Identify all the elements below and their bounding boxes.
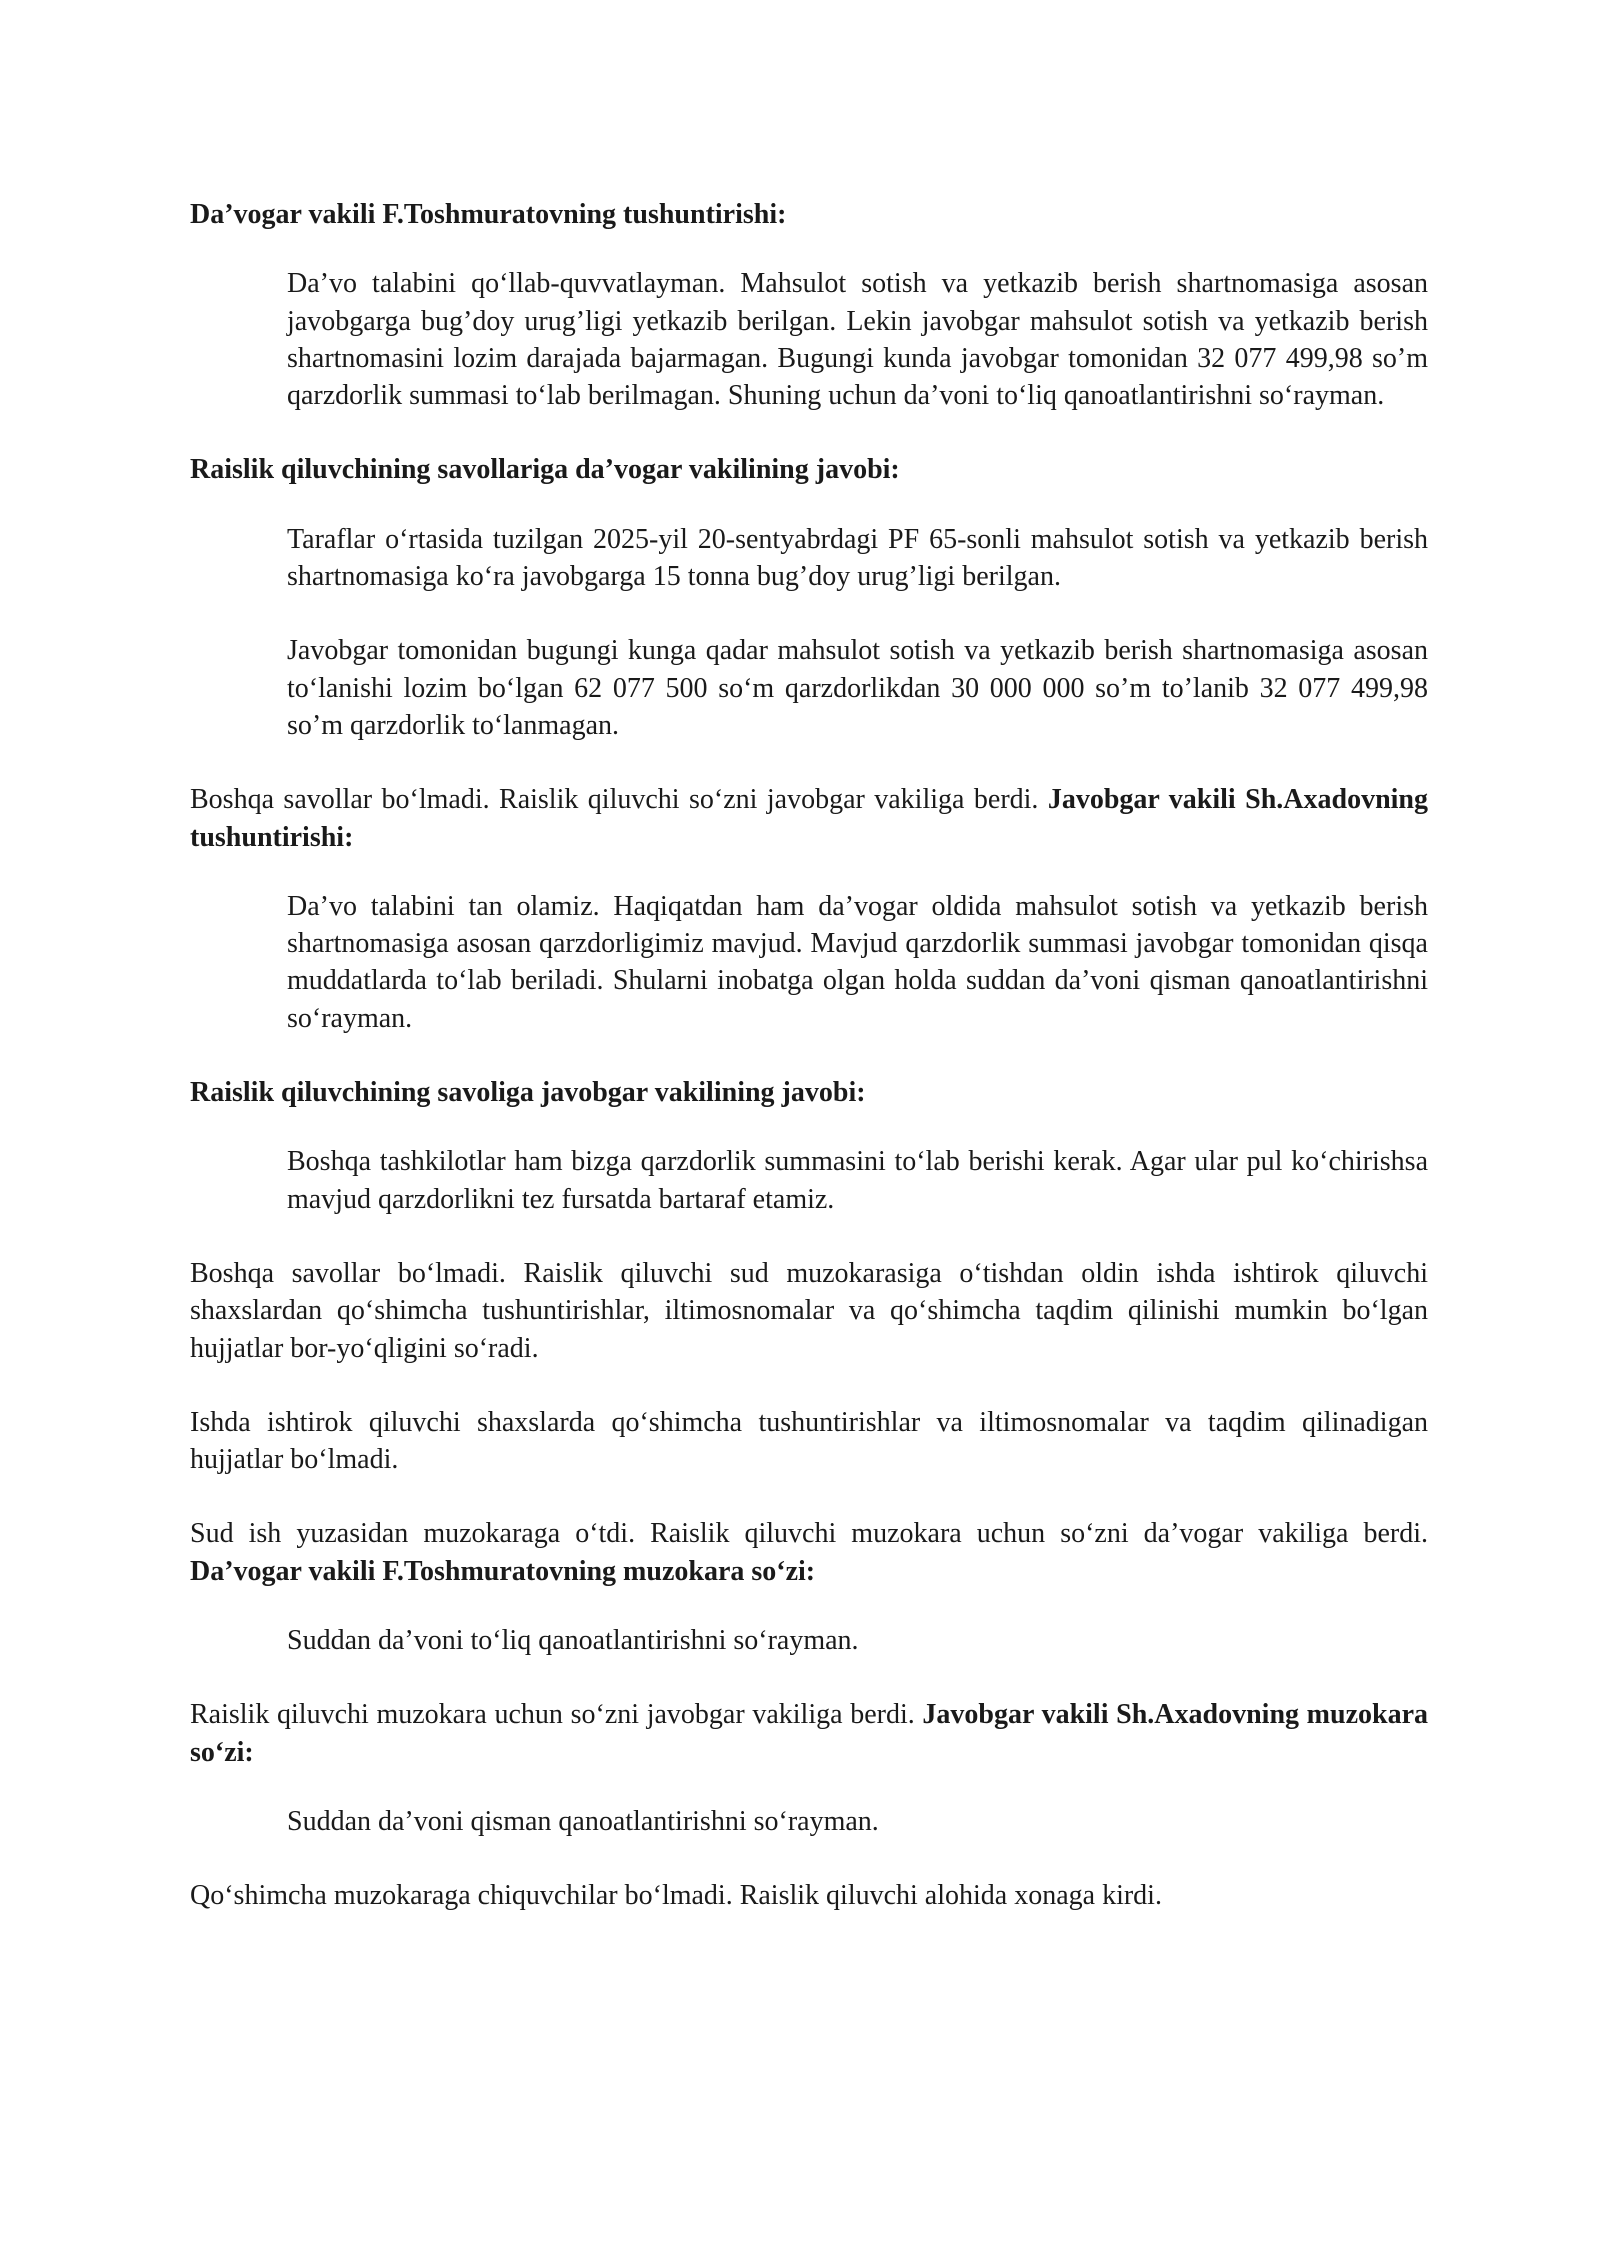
- plaintiff-answer-paragraph-2: Javobgar tomonidan bugungi kunga qadar mahsulot sotish va yetkazib berish shartnomasiga asosan to‘lanishi lozim bo‘lgan 62 077 500 so‘m qarzdorlikdan 30 000 000 so’m to’lanib 32 077 499,98 so’m qarzdorlik to‘lanmagan.: [287, 635, 1428, 741]
- heading-defendant-explanation: Javobgar vakili Sh.Axadovning tushuntirishi:: [190, 784, 1428, 853]
- closing-paragraph: Qo‘shimcha muzokaraga chiquvchilar bo‘lmadi. Raislik qiluvchi alohida xonaga kirdi.: [190, 1880, 1162, 1912]
- heading-defendant-answer: Raislik qiluvchining savoliga javobgar vakilining javobi:: [190, 1077, 866, 1109]
- plaintiff-answer-paragraph-1: Taraflar o‘rtasida tuzilgan 2025-yil 20-sentyabrdagi PF 65-sonli mahsulot sotish va yetkazib berish shartnomasiga ko‘ra javobgarga 15 tonna bug’doy urug’ligi berilgan.: [287, 523, 1428, 593]
- defendant-answer-paragraph: Boshqa tashkilotlar ham bizga qarzdorlik summasini to‘lab berishi kerak. Agar ular pul ko‘chirishsa mavjud qarzdorlikni tez fursatda bartaraf etamiz.: [287, 1146, 1428, 1215]
- pre-debate-paragraph: Boshqa savollar bo‘lmadi. Raislik qiluvchi sud muzokarasiga o‘tishdan oldin ishda ishtirok qiluvchi shaxslardan qo‘shimcha tushuntirishlar, iltimosnomalar va qo‘shimcha taqdim qilinishi mumkin bo‘lgan hujjatlar bor-yo‘qligini so‘radi.: [190, 1257, 1428, 1364]
- document-page: [190, 196, 1428, 1915]
- defendant-turn-text: Boshqa savollar bo‘lmadi. Raislik qiluvchi so‘zni javobgar vakiliga berdi.: [190, 784, 1048, 816]
- defendant-debate-turn-paragraph: [190, 1696, 1428, 1771]
- debate-start-text: Sud ish yuzasidan muzokaraga o‘tdi. Raislik qiluvchi muzokara uchun so‘zni da’vogar vakiliga berdi.: [190, 1518, 1428, 1550]
- heading-plaintiff-explanation: Da’vogar vakili F.Toshmuratovning tushuntirishi:: [190, 199, 787, 230]
- defendant-debate-turn-text: Raislik qiluvchi muzokara uchun so‘zni javobgar vakiliga berdi.: [190, 1699, 923, 1731]
- heading-defendant-debate: Javobgar vakili Sh.Axadovning muzokara so‘zi:: [190, 1699, 1429, 1768]
- defendant-explanation-paragraph: Da’vo talabini tan olamiz. Haqiqatdan ham da’vogar oldida mahsulot sotish va yetkazib berish shartnomasiga asosan qarzdorligimiz mavjud. Mavjud qarzdorlik summasi javobgar tomonidan qisqa muddatlarda to‘lab beriladi. Shularni inobatga olgan holda suddan da’voni qisman qanoatlantirishni so‘rayman.: [287, 890, 1428, 1034]
- plaintiff-debate-paragraph: Suddan da’voni to‘liq qanoatlantirishni so‘rayman.: [287, 1625, 859, 1657]
- heading-plaintiff-answers: Raislik qiluvchining savollariga da’vogar vakilining javobi:: [190, 454, 900, 486]
- defendant-debate-paragraph: Suddan da’voni qisman qanoatlantirishni so‘rayman.: [287, 1805, 879, 1837]
- debate-start-paragraph: [190, 1515, 1428, 1590]
- heading-plaintiff-debate: Da’vogar vakili F.Toshmuratovning muzokara so‘zi:: [190, 1555, 816, 1587]
- no-additional-paragraph: Ishda ishtirok qiluvchi shaxslarda qo‘shimcha tushuntirishlar va iltimosnomalar va taqdim qilinadigan hujjatlar bo‘lmadi.: [190, 1406, 1428, 1476]
- defendant-turn-paragraph: [190, 781, 1428, 856]
- plaintiff-explanation-paragraph: Da’vo talabini qo‘llab-quvvatlayman. Mahsulot sotish va yetkazib berish shartnomasiga asosan javobgarga bug’doy urug’ligi yetkazib berilgan. Lekin javobgar mahsulot sotish va yetkazib berish shartnomasini lozim darajada bajarmagan. Bugungi kunda javobgar tomonidan 32 077 499,98 so’m qarzdorlik summasi to‘lab berilmagan. Shuning uchun da’voni to‘liq qanoatlantirishni so‘rayman.: [287, 268, 1428, 412]
